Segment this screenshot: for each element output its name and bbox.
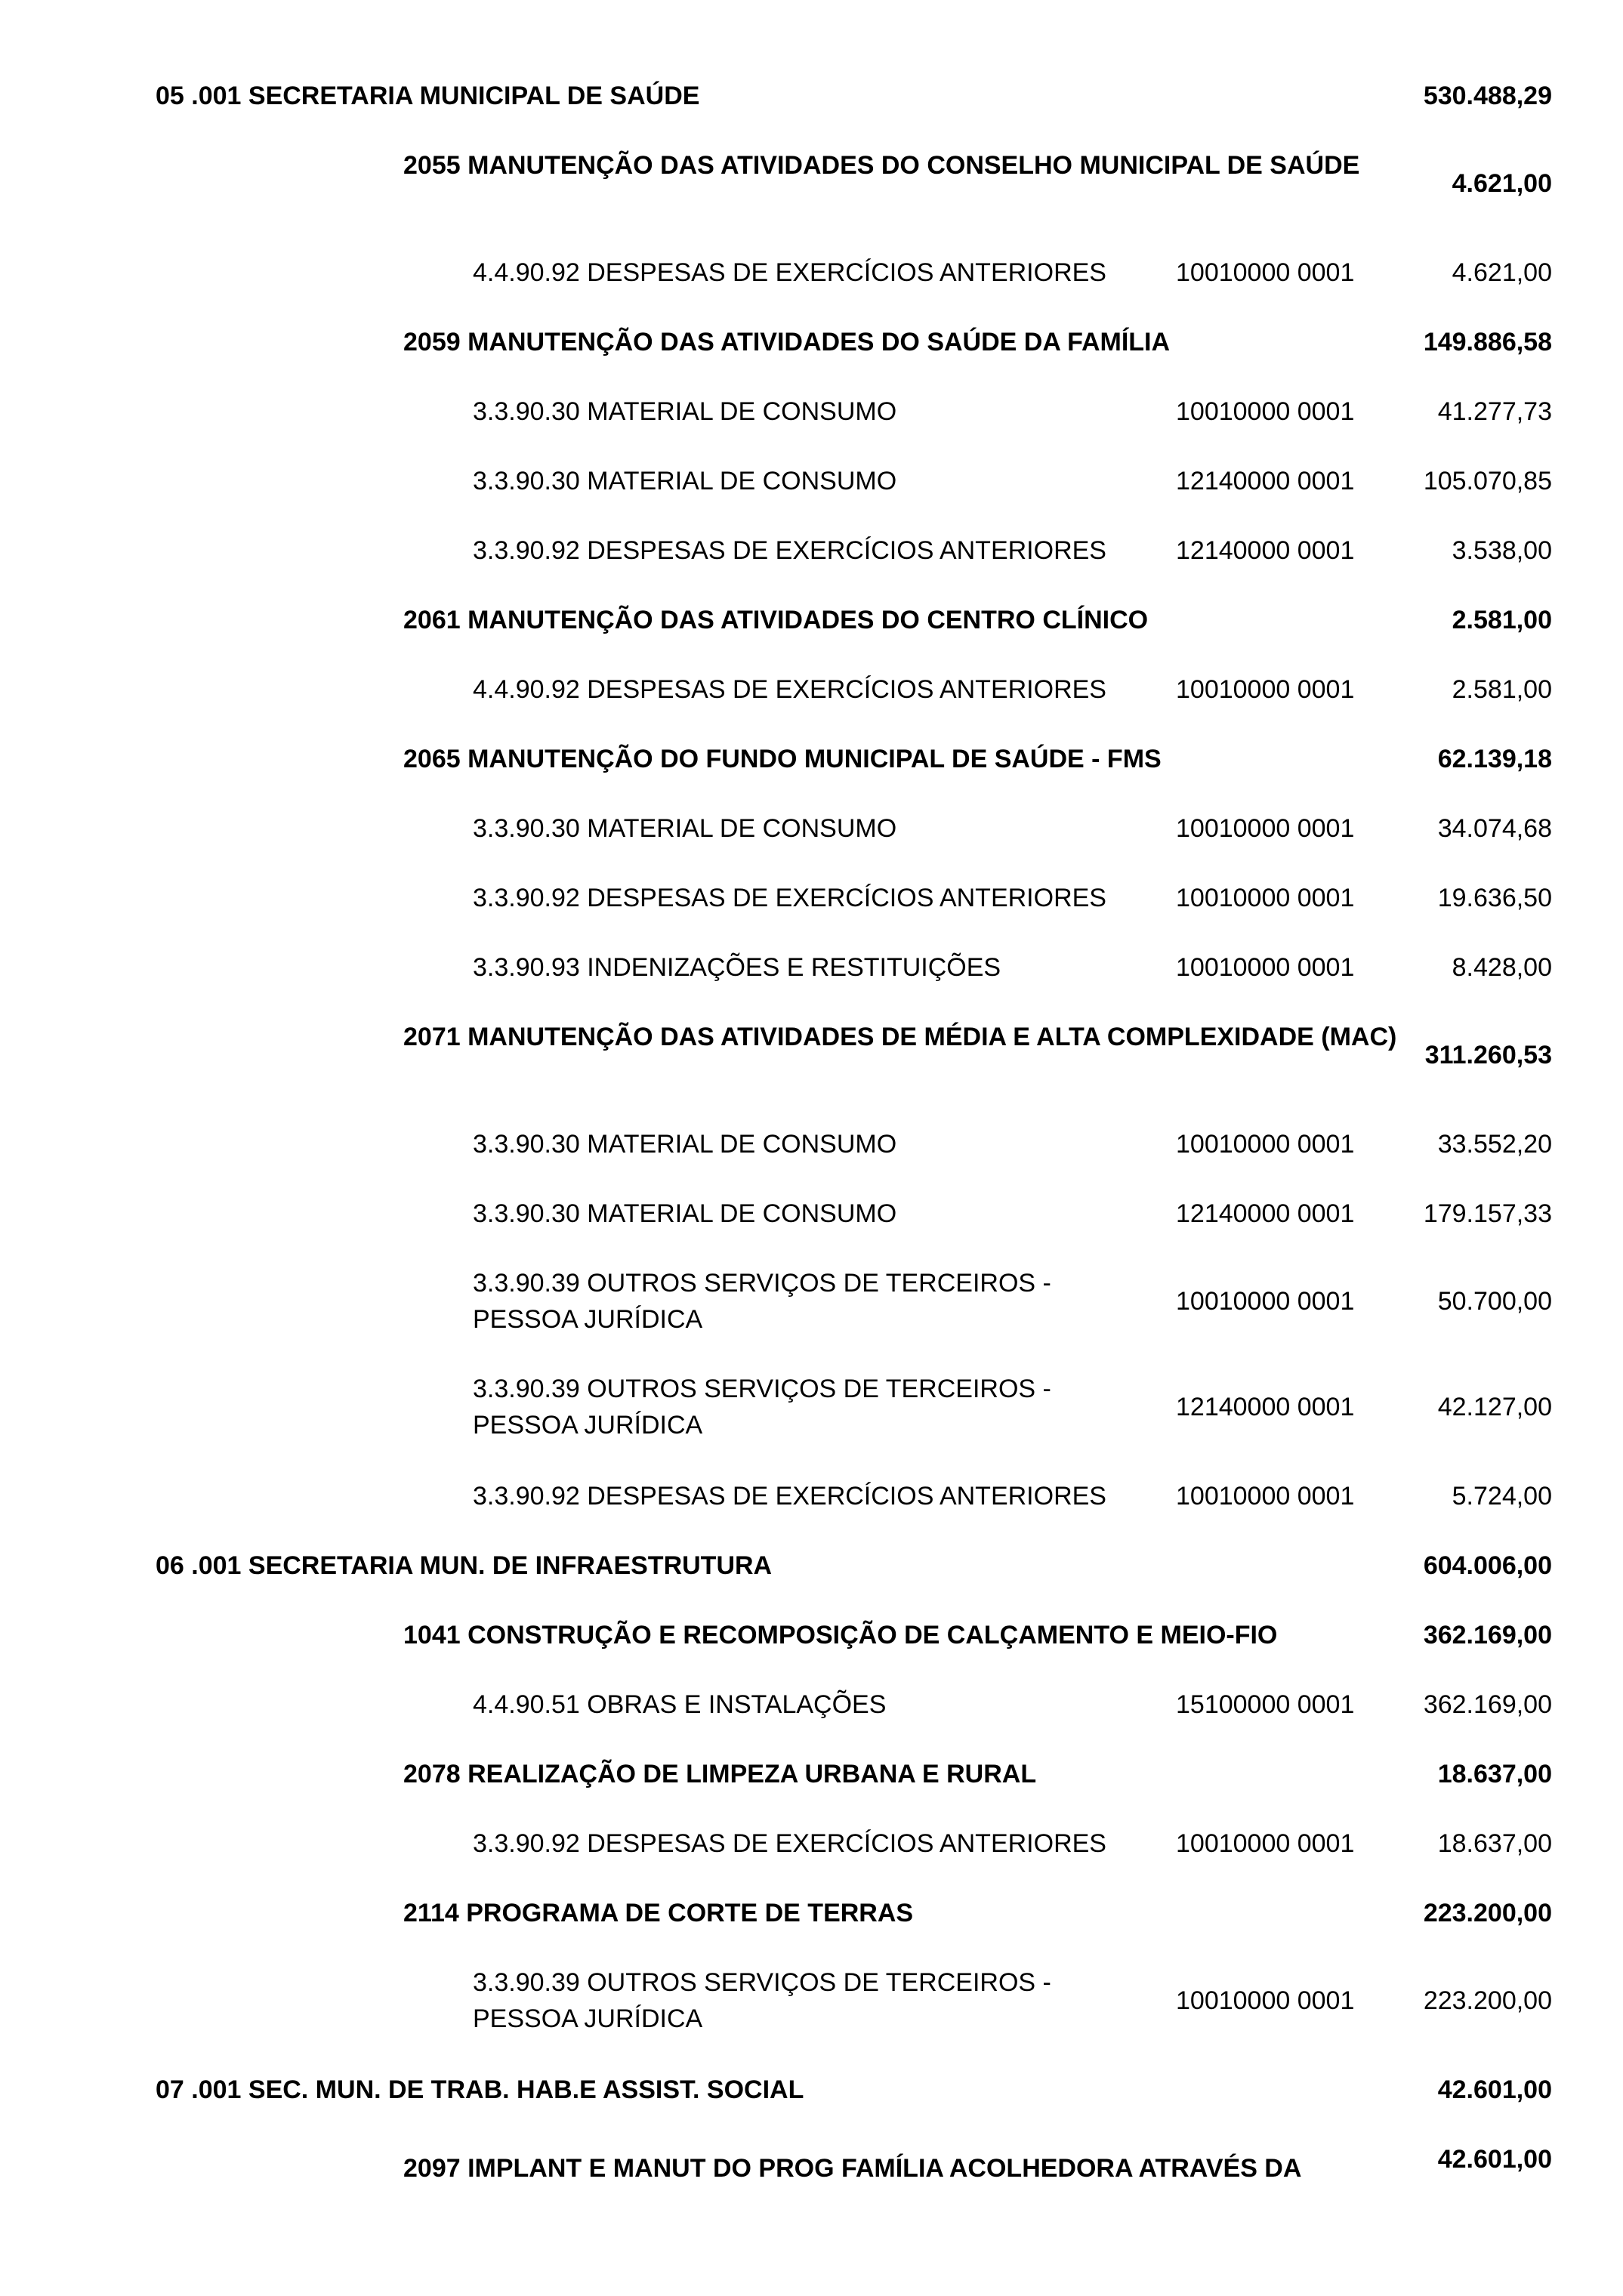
expense-source: 10010000 0001 [1176,1287,1355,1316]
expense-amount: 34.074,68 [1437,814,1552,843]
expense-source: 12140000 0001 [1176,467,1355,495]
expense-source: 10010000 0001 [1176,953,1355,982]
action-amount: 223.200,00 [1423,1899,1552,1927]
action-label: 1041 CONSTRUÇÃO E RECOMPOSIÇÃO DE CALÇAMENTO E MEIO-FIO [403,1621,1278,1649]
expense-label: 4.4.90.92 DESPESAS DE EXERCÍCIOS ANTERIORES [473,258,1106,287]
unit-amount: 604.006,00 [1423,1551,1552,1580]
expense-amount: 19.636,50 [1437,884,1552,912]
expense-label: 4.4.90.92 DESPESAS DE EXERCÍCIOS ANTERIORES [473,675,1106,704]
expense-label: 3.3.90.39 OUTROS SERVIÇOS DE TERCEIROS - PESSOA JURÍDICA [473,1269,1051,1334]
expense-amount: 362.169,00 [1423,1690,1552,1719]
expense-amount: 5.724,00 [1452,1482,1552,1511]
expense-source: 12140000 0001 [1176,536,1355,565]
action-label: 2071 MANUTENÇÃO DAS ATIVIDADES DE MÉDIA E ALTA COMPLEXIDADE (MAC) [403,1023,1397,1051]
expense-source: 10010000 0001 [1176,1986,1355,2015]
action-amount: 2.581,00 [1452,606,1552,634]
expense-label: 4.4.90.51 OBRAS E INSTALAÇÕES [473,1690,887,1719]
expense-source: 10010000 0001 [1176,1130,1355,1159]
unit-label: 06 .001 SECRETARIA MUN. DE INFRAESTRUTURA [156,1551,773,1580]
expense-amount: 50.700,00 [1437,1287,1552,1316]
expense-label: 3.3.90.30 MATERIAL DE CONSUMO [473,1199,897,1228]
action-label: 2061 MANUTENÇÃO DAS ATIVIDADES DO CENTRO CLÍNICO [403,606,1149,634]
unit-label: 07 .001 SEC. MUN. DE TRAB. HAB.E ASSIST. SOCIAL [156,2075,804,2104]
expense-source: 15100000 0001 [1176,1690,1355,1719]
expense-label: 3.3.90.30 MATERIAL DE CONSUMO [473,814,897,843]
action-label: 2078 REALIZAÇÃO DE LIMPEZA URBANA E RURAL [403,1760,1037,1788]
expense-label: 3.3.90.30 MATERIAL DE CONSUMO [473,397,897,426]
expense-amount: 18.637,00 [1437,1829,1552,1858]
expense-source: 10010000 0001 [1176,675,1355,704]
expense-source: 10010000 0001 [1176,397,1355,426]
expense-source: 10010000 0001 [1176,1482,1355,1511]
expense-source: 10010000 0001 [1176,884,1355,912]
expense-amount: 4.621,00 [1452,258,1552,287]
unit-label: 05 .001 SECRETARIA MUNICIPAL DE SAÚDE [156,82,700,110]
unit-amount: 530.488,29 [1423,82,1552,110]
expense-label: 3.3.90.93 INDENIZAÇÕES E RESTITUIÇÕES [473,953,1001,982]
expense-amount: 105.070,85 [1423,467,1552,495]
action-amount: 42.601,00 [1437,2145,1552,2174]
unit-amount: 42.601,00 [1437,2075,1552,2104]
expense-label: 3.3.90.92 DESPESAS DE EXERCÍCIOS ANTERIORES [473,536,1106,565]
action-amount: 149.886,58 [1423,328,1552,356]
expense-source: 10010000 0001 [1176,258,1355,287]
expense-label: 3.3.90.39 OUTROS SERVIÇOS DE TERCEIROS - PESSOA JURÍDICA [473,1375,1051,1440]
expense-amount: 3.538,00 [1452,536,1552,565]
expense-label: 3.3.90.39 OUTROS SERVIÇOS DE TERCEIROS - PESSOA JURÍDICA [473,1968,1051,2033]
expense-amount: 179.157,33 [1423,1199,1552,1228]
expense-amount: 33.552,20 [1437,1130,1552,1159]
expense-amount: 41.277,73 [1437,397,1552,426]
action-label: 2097 IMPLANT E MANUT DO PROG FAMÍLIA ACOLHEDORA ATRAVÉS DA [403,2154,1302,2183]
action-amount: 18.637,00 [1437,1760,1552,1788]
expense-label: 3.3.90.30 MATERIAL DE CONSUMO [473,467,897,495]
action-label: 2114 PROGRAMA DE CORTE DE TERRAS [403,1899,914,1927]
action-amount: 311.260,53 [1424,1041,1552,1069]
action-label: 2059 MANUTENÇÃO DAS ATIVIDADES DO SAÚDE DA FAMÍLIA [403,328,1171,356]
expense-amount: 2.581,00 [1452,675,1552,704]
expense-source: 10010000 0001 [1176,814,1355,843]
expense-source: 10010000 0001 [1176,1829,1355,1858]
action-label: 2065 MANUTENÇÃO DO FUNDO MUNICIPAL DE SAÚDE - FMS [403,745,1162,773]
action-label: 2055 MANUTENÇÃO DAS ATIVIDADES DO CONSELHO MUNICIPAL DE SAÚDE [403,151,1360,180]
expense-amount: 223.200,00 [1423,1986,1552,2015]
action-amount: 362.169,00 [1423,1621,1552,1649]
expense-amount: 42.127,00 [1437,1393,1552,1421]
expense-label: 3.3.90.92 DESPESAS DE EXERCÍCIOS ANTERIORES [473,1829,1106,1858]
expense-source: 12140000 0001 [1176,1393,1355,1421]
expense-source: 12140000 0001 [1176,1199,1355,1228]
expense-label: 3.3.90.30 MATERIAL DE CONSUMO [473,1130,897,1159]
expense-label: 3.3.90.92 DESPESAS DE EXERCÍCIOS ANTERIORES [473,884,1106,912]
action-amount: 4.621,00 [1452,169,1552,198]
expense-label: 3.3.90.92 DESPESAS DE EXERCÍCIOS ANTERIORES [473,1482,1106,1511]
action-amount: 62.139,18 [1437,745,1552,773]
expense-amount: 8.428,00 [1452,953,1552,982]
